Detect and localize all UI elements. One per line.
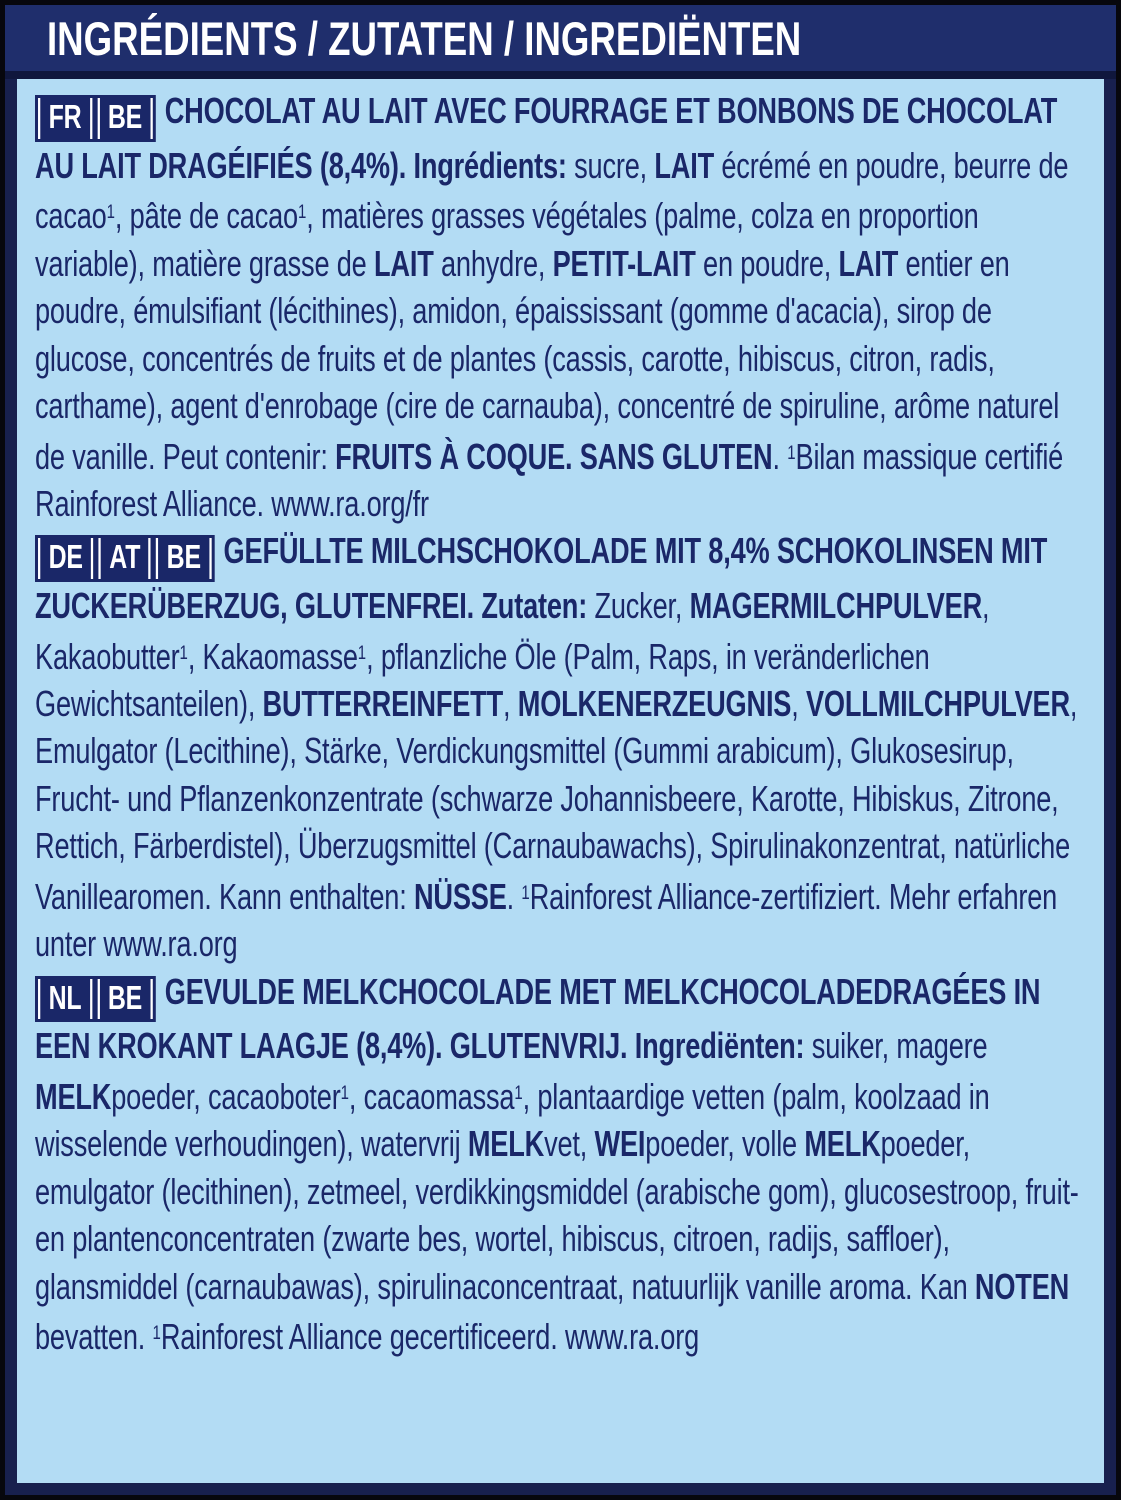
ingredient-text-segment: MOLKENERZEUGNIS (517, 682, 792, 724)
ingredient-text-segment: anhydre, (433, 242, 553, 284)
ingredient-text-segment: en poudre, (695, 242, 839, 284)
language-badge-at: AT (99, 538, 151, 579)
ingredients-section-fr (35, 87, 1092, 527)
ingredient-text-segment: entier en poudre, émulsifiant (lécithines), amidon, épaississant (gomme d'acacia), sirop de glucose, concentrés de fruits et de plantes (cassis, carotte, hibiscus, citron, radis, carthame), agent d'enrobage (cire de carnauba), concentré de spiruline, arôme naturel de vanille. Peut contenir: (35, 242, 1060, 477)
footnote-marker: 1 (297, 201, 307, 224)
ingredient-text-segment: vet, (544, 1123, 595, 1165)
ingredient-text-segment: , cacaomassa (348, 1075, 515, 1117)
ingredient-text-segment: poeder, cacaoboter (111, 1075, 341, 1117)
ingredient-text-segment: Zutaten: (481, 585, 588, 627)
ingredient-text-segment: écrémé en poudre, beurre de cacao (35, 144, 1069, 237)
ingredient-text-segment: , pâte de cacao (114, 195, 298, 237)
language-badge-be: BE (97, 98, 152, 139)
ingredient-text-segment: CHOCOLAT AU LAIT AVEC FOURRAGE ET BONBONS DE CHOCOLAT AU LAIT DRAGÉIFIÉS (8,4%). (35, 90, 1058, 186)
ingredient-text-segment: LAIT (373, 242, 434, 284)
language-badge-group (35, 95, 156, 142)
label-frame (5, 5, 1116, 1495)
ingredient-text-segment: Rainforest Alliance-zertifiziert. Mehr erfahren unter www.ra.org (35, 875, 1058, 965)
ingredient-text-segment: VOLLMILCHPULVER (805, 682, 1070, 724)
language-badge-nl: NL (38, 979, 92, 1020)
ingredient-text-segment: sucre, (566, 144, 655, 186)
footnote-marker: 1 (152, 1322, 161, 1345)
label-title: INGRÉDIENTS / ZUTATEN / INGREDIËNTEN (47, 11, 802, 65)
ingredient-text-segment: Ingrediënten: (634, 1025, 805, 1067)
ingredient-text-segment: . (506, 875, 522, 917)
ingredient-text-segment: , (503, 682, 518, 724)
ingredient-text-segment: Bilan massique certifié Rainforest Alliance. www.ra.org/fr (35, 435, 1064, 524)
ingredient-text-segment: Zucker, (587, 585, 690, 627)
sections-container (35, 87, 1092, 1361)
ingredient-text-segment: . (772, 435, 788, 477)
language-badge-fr: FR (38, 98, 92, 139)
ingredient-text-segment: MELK (804, 1123, 881, 1165)
ingredient-text-segment: MELK (35, 1075, 112, 1117)
ingredient-text-segment: , Kakaobutter (35, 585, 990, 677)
ingredient-text-segment: LAIT (654, 144, 715, 186)
ingredient-text-segment: Ingrédients: (413, 144, 567, 186)
footnote-marker: 1 (179, 641, 188, 664)
footnote-marker: 1 (357, 641, 367, 664)
ingredient-text-segment: , (791, 682, 806, 724)
ingredient-text-segment: MAGERMILCHPULVER (689, 585, 983, 627)
language-badge-group (35, 535, 214, 582)
ingredient-text-segment: poeder, volle (645, 1123, 805, 1165)
footnote-marker: 1 (514, 1081, 523, 1104)
ingredient-text-segment: bevatten. (35, 1316, 153, 1358)
ingredient-text-segment: NOTEN (974, 1265, 1070, 1307)
ingredient-text-segment: poeder, emulgator (lecithinen), zetmeel, verdikkingsmiddel (arabische gom), glucosestroop, fruit- en plantenconcentraten (zwarte bes, wortel, hibiscus, citroen, radijs, saffloer), glansmiddel (carnaubawas), spirulinaconcentraat, natuurlijk vanille aroma. Kan (35, 1123, 1079, 1307)
label-header (5, 5, 1116, 79)
ingredients-panel (17, 79, 1104, 1483)
ingredients-section-de (35, 527, 1092, 967)
ingredient-text-segment: NÜSSE (413, 875, 507, 917)
ingredient-text-segment: suiker, magere (804, 1025, 988, 1067)
ingredient-text-segment: Rainforest Alliance gecertificeerd. www.ra.org (160, 1316, 699, 1358)
ingredient-text-segment: , matières grasses végétales (palme, colza en proportion variable), matière grasse de (35, 195, 979, 284)
ingredient-text-segment: GEVULDE MELKCHOCOLADE MET MELKCHOCOLADEDRAGÉES IN EEN KROKANT LAAGJE (8,4%). GLUTENVRIJ. (35, 970, 1041, 1067)
ingredient-text-segment: , Kakaomasse (187, 635, 358, 677)
ingredient-text-segment: GEFÜLLTE MILCHSCHOKOLADE MIT 8,4% SCHOKOLINSEN MIT ZUCKERÜBERZUG, GLUTENFREI. (35, 530, 1048, 627)
language-badge-de: DE (38, 538, 93, 579)
ingredient-text-segment: BUTTERREINFETT (262, 682, 504, 724)
ingredient-text-segment: WEI (594, 1123, 646, 1165)
ingredient-text-segment: , pflanzliche Öle (Palm, Raps, in veränderlichen Gewichtsanteilen), (35, 635, 930, 724)
ingredient-text-segment: FRUITS À COQUE. SANS GLUTEN (335, 435, 773, 477)
language-badge-group (35, 976, 156, 1023)
language-badge-be: BE (156, 538, 211, 579)
ingredients-section-nl (35, 968, 1092, 1361)
ingredient-text-segment: PETIT-LAIT (552, 242, 696, 284)
language-badge-be: BE (97, 979, 152, 1020)
footnote-marker: 1 (106, 201, 115, 224)
ingredient-text-segment: LAIT (838, 242, 899, 284)
ingredient-text-segment: MELK (467, 1123, 545, 1165)
ingredient-text-segment: , plantaardige vetten (palm, koolzaad in wisselende verhoudingen), watervrij (35, 1075, 990, 1165)
footnote-marker: 1 (521, 881, 530, 904)
footnote-marker: 1 (787, 441, 796, 464)
ingredient-text-segment: , Emulgator (Lecithine), Stärke, Verdickungsmittel (Gummi arabicum), Glukosesirup, Frucht- und Pflanzenkonzentrate (schwarze Johannisbeere, Karotte, Hibiskus, Zitrone, Rettich, Färberdistel), Überzugsmittel (Carnaubawachs), Spirulinakonzentrat, natürliche Vanillearomen. Kann enthalten: (35, 682, 1078, 917)
footnote-marker: 1 (340, 1081, 349, 1104)
